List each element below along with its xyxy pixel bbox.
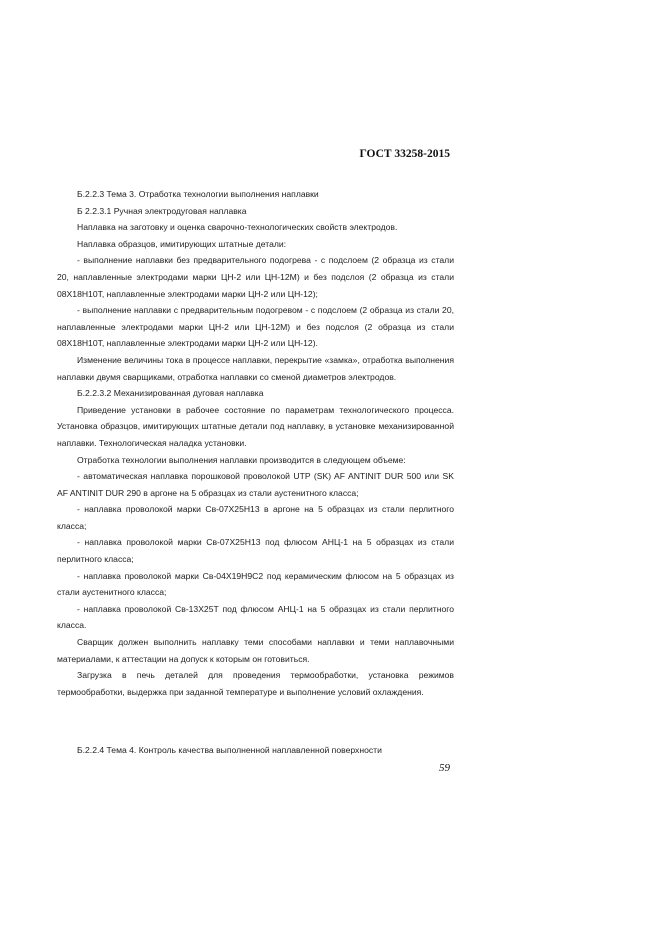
paragraph: Загрузка в печь деталей для проведения термообработки, установка режимов термообработки, выдержка при заданной температуре и выполнение условий охлаждения. — [57, 670, 454, 697]
paragraph: Наплавка образцов, имитирующих штатные детали: — [77, 238, 287, 249]
list-item: - выполнение наплавки с предварительным подогревом - с подслоем (2 образца из стали 20, наплавленные электродами марки ЦН-2 или ЦН-12М) и без подслоя (2 образца из стали 08Х18Н10Т, наплавленные электродами марки ЦН-2 или ЦН-12). — [57, 305, 454, 349]
section-heading: Б.2.2.3 Тема 3. Отработка технологии выполнения наплавки — [77, 189, 319, 199]
paragraph: Приведение установки в рабочее состояние по параметрам технологического процесса. Установка образцов, имитирующих штатные детали под наплавку, в установке механизированной наплавки. Технологическая наладка установки. — [57, 404, 454, 448]
standard-header: ГОСТ 33258-2015 — [359, 148, 450, 160]
subsection-heading: Б.2.2.3.2 Механизированная дуговая наплавка — [77, 388, 264, 399]
subsection-heading: Б 2.2.3.1 Ручная электродуговая наплавка — [77, 205, 247, 216]
list-item: - наплавка проволокой марки Св-07Х25Н13 в аргоне на 5 образцах из стали перлитного класса; — [57, 504, 454, 531]
next-section-heading: Б.2.2.4 Тема 4. Контроль качества выполненной наплавленной поверхности — [77, 745, 382, 755]
list-item: - выполнение наплавки без предварительного подогрева - с подслоем (2 образца из стали 20, наплавленные электродами марки ЦН-2 или ЦН-12М) и без подслоя (2 образца из стали 08Х18Н10Т, наплавленные электродами марки ЦН-2 или ЦН-12); — [57, 255, 454, 299]
paragraph: Сварщик должен выполнить наплавку теми способами наплавки и теми наплавочными материалами, к аттестации на допуск к которым он готовиться. — [57, 637, 454, 664]
paragraph: Изменение величины тока в процессе наплавки, перекрытие «замка», отработка выполнения наплавки двумя сварщиками, отработка наплавки со сменой диаметров электродов. — [57, 354, 454, 382]
paragraph: Наплавка на заготовку и оценка сварочно-технологических свойств электродов. — [77, 222, 398, 233]
list-item: - наплавка проволокой Св-13Х25Т под флюсом АНЦ-1 на 5 образцах из стали перлитного класса. — [57, 603, 454, 631]
page-number: 59 — [439, 762, 450, 774]
list-item: - наплавка проволокой марки Св-04Х19Н9С2 под керамическим флюсом на 5 образцах из стали аустенитного класса; — [57, 570, 454, 598]
list-item: - автоматическая наплавка порошковой проволокой UTP (SK) AF ANTINIT DUR 500 или SK AF ANTINIT DUR 290 в аргоне на 5 образцах из стали аустенитного класса; — [57, 471, 454, 498]
paragraph: Отработка технологии выполнения наплавки производится в следующем объеме: — [77, 454, 406, 465]
list-item: - наплавка проволокой марки Св-07Х25Н13 под флюсом АНЦ-1 на 5 образцах из стали перлитного класса; — [57, 537, 454, 565]
document-body — [57, 186, 454, 700]
